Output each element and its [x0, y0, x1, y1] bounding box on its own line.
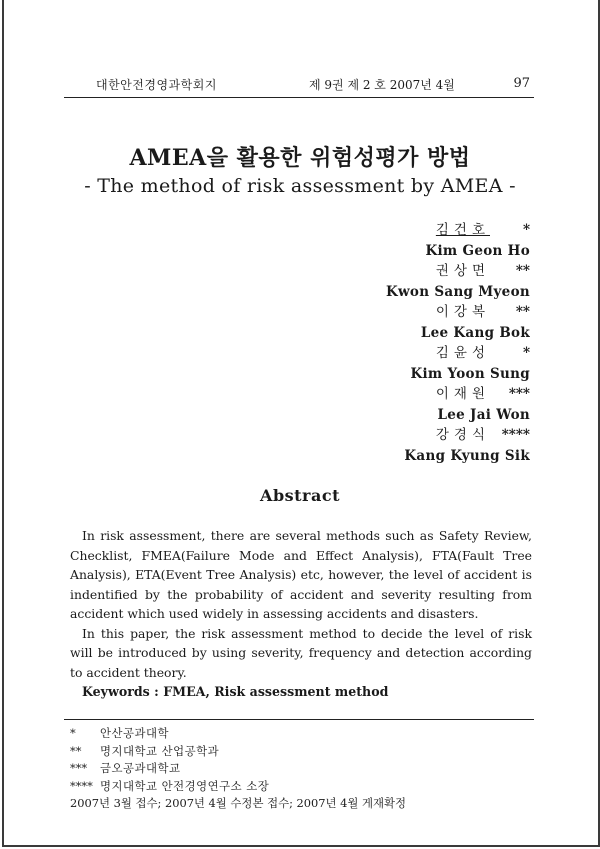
received-note: 2007년 3월 접수; 2007년 4월 수정본 접수; 2007년 4월 게재확정: [70, 796, 407, 810]
footnote: [70, 725, 406, 743]
affiliation-mark: *: [522, 222, 530, 238]
header-rule: [64, 97, 534, 98]
author-korean-name: 김윤성: [435, 345, 490, 361]
footnote-mark: ***: [70, 761, 88, 775]
footnote: [70, 743, 406, 761]
footnotes: [70, 725, 406, 813]
abstract-paragraph: In risk assessment, there are several methods such as Safety Review, Checklist, FMEA(Failure Mode and Effect Analysis), FTA(Fault Tree Analysis), ETA(Event Tree Analysis) etc, however, the level of accident is indentified by the probability of accident and severity resulting from accident which used widely in assessing accidents and disasters.: [70, 528, 532, 621]
footnote-text: 명지대학교 산업공학과: [100, 743, 220, 758]
author-english-name: Kang Kyung Sik: [404, 447, 530, 464]
affiliation-mark: **: [515, 263, 530, 279]
footnote-rule: [64, 719, 534, 720]
author-korean-name: 권상면: [435, 263, 490, 279]
footnote-text: 명지대학교 안전경영연구소 소장: [100, 778, 270, 793]
author-korean: [270, 302, 530, 323]
footnote-text: 금오공과대학교: [100, 761, 181, 775]
affiliation-mark: *: [522, 345, 530, 361]
affiliation-mark: ****: [501, 427, 530, 443]
author-korean-name: 김건호: [435, 222, 490, 238]
affiliation-mark: **: [515, 304, 530, 320]
paper-title-korean: AMEA을 활용한 위험성평가 방법: [129, 145, 471, 171]
abstract-heading: Abstract: [260, 486, 340, 505]
author-korean: [270, 425, 530, 446]
author-korean-name: 강경식: [435, 427, 490, 443]
author-english-name: Kim Yoon Sung: [410, 365, 530, 382]
running-header: [96, 72, 530, 96]
author-english-name: Lee Jai Won: [437, 406, 530, 423]
author-korean: [270, 261, 530, 282]
author-korean: [270, 384, 530, 405]
author-english-name: Kwon Sang Myeon: [385, 283, 530, 300]
author-korean-name: 이강복: [435, 304, 490, 320]
author-korean-name: 이재원: [435, 386, 490, 402]
footnote-text: 안산공과대학: [100, 726, 170, 740]
issue-info: 제 9권 제 2 호 2007년 4월: [309, 78, 455, 92]
keywords: Keywords : FMEA, Risk assessment method: [82, 684, 389, 699]
author-english-name: Lee Kang Bok: [420, 324, 530, 341]
footnote: [70, 760, 406, 778]
author-english-name: Kim Geon Ho: [425, 242, 530, 259]
abstract-paragraph: In this paper, the risk assessment method to decide the level of risk will be introduced by using severity, frequency and detection according to accident theory.: [70, 625, 532, 680]
page-number: 97: [513, 76, 530, 91]
footnote-mark: *: [70, 726, 76, 740]
affiliation-mark: ***: [508, 386, 530, 402]
author-list: [270, 220, 530, 466]
author-korean: [270, 220, 530, 241]
abstract-body: [70, 526, 532, 702]
footnote-mark: **: [70, 743, 82, 758]
author-korean: [270, 343, 530, 364]
footnote-mark: ****: [70, 778, 93, 793]
paper-title-english: - The method of risk assessment by AMEA -: [84, 175, 516, 197]
footnote: [70, 778, 406, 796]
journal-name: 대한안전경영과학회지: [96, 78, 217, 92]
